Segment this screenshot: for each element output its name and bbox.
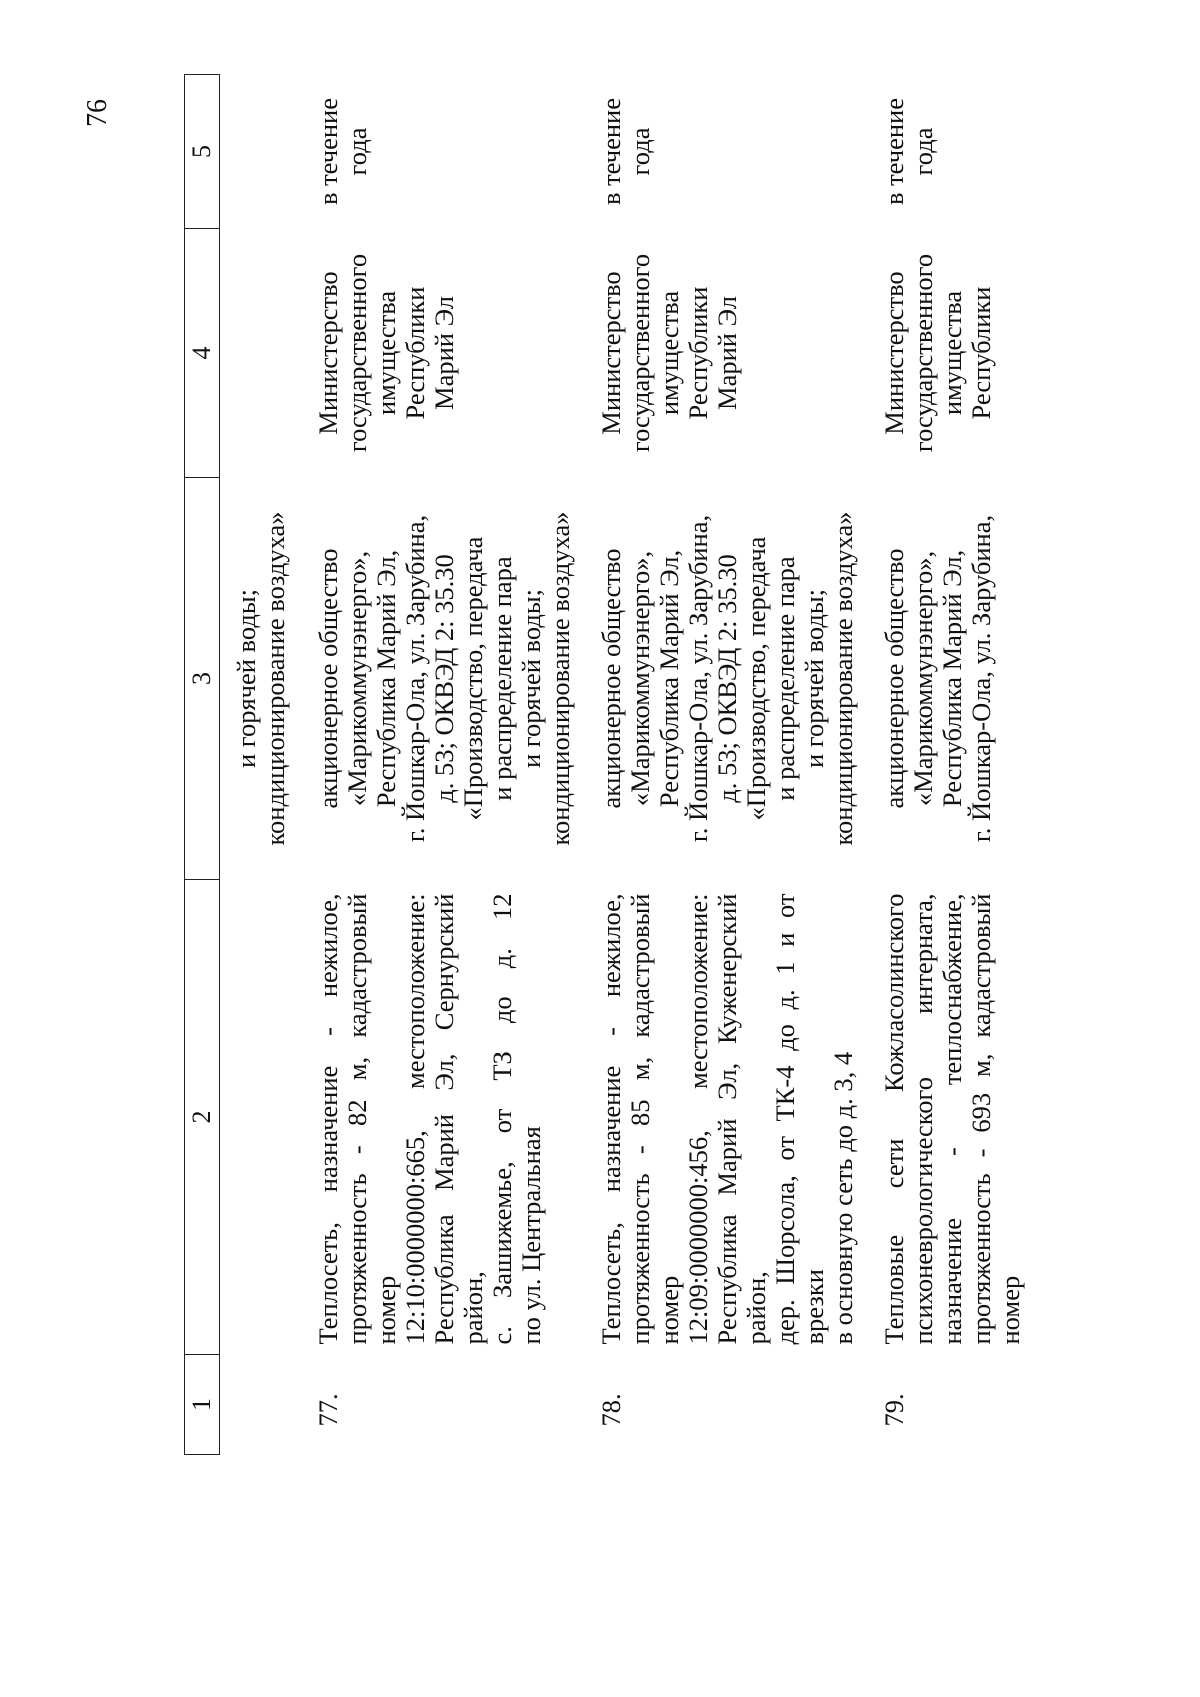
page-number: 76 xyxy=(82,99,113,127)
org-line: акционерное общество xyxy=(596,548,626,809)
org-line: д. 53; ОКВЭД 2: 35.30 xyxy=(429,554,459,803)
org-line: кондиционирование воздуха» xyxy=(828,511,858,846)
org-line: Республика Марий Эл, xyxy=(654,549,684,808)
description-line: дер. Шорсола, от ТК-4 до д. 1 и от врезки xyxy=(770,893,829,1345)
description-line: протяженность - 82 м, кадастровый номер xyxy=(342,893,401,1345)
agency-line: Республики xyxy=(400,286,430,420)
org-line: акционерное общество xyxy=(879,548,909,809)
term-line: года xyxy=(908,127,938,176)
term-cell xyxy=(292,75,575,229)
description-line: по ул. Центральная xyxy=(516,1126,546,1345)
continuation-number-cell xyxy=(220,1355,293,1455)
property-table xyxy=(184,74,1025,1455)
org-line: и горячей воды; xyxy=(799,588,829,769)
term-cell xyxy=(858,75,1025,229)
object-description xyxy=(575,880,858,1355)
term-line: в течение xyxy=(596,97,626,206)
column-header-3: 3 xyxy=(185,478,220,880)
org-line: «Марикоммунэнерго», xyxy=(625,550,655,807)
row-number: 77. xyxy=(313,1393,343,1427)
agency-cell xyxy=(292,229,575,478)
continuation-term-cell xyxy=(220,75,293,229)
org-line: г. Йошкар-Ола, ул. Зарубина, xyxy=(966,514,996,843)
org-line: «Производство, передача xyxy=(741,536,771,821)
agency-cell xyxy=(858,229,1025,478)
object-description xyxy=(858,880,1025,1355)
agency-line: имущества xyxy=(937,290,967,416)
org-line: «Производство, передача xyxy=(458,536,488,821)
continuation-description-cell xyxy=(220,880,293,1355)
description-line: с. Зашижемье, от ТЗ до д. 12 xyxy=(487,893,517,1345)
table-row xyxy=(575,75,858,1455)
description-line: Республика Марий Эл, Сернурский район, xyxy=(429,893,488,1345)
row-number: 78. xyxy=(596,1393,626,1427)
agency-line: Республики xyxy=(966,286,996,420)
agency-line: Министерство xyxy=(596,271,626,435)
org-line: кондиционирование воздуха» xyxy=(260,511,290,846)
org-line: г. Йошкар-Ола, ул. Зарубина, xyxy=(683,514,713,843)
column-header-1: 1 xyxy=(185,1355,220,1455)
description-line: Теплосеть, назначение - нежилое, xyxy=(596,893,626,1345)
description-line: 12:10:0000000:665, местоположение: xyxy=(400,893,430,1345)
agency-line: имущества xyxy=(371,290,401,416)
organization-cell xyxy=(575,478,858,880)
agency-line: государственного xyxy=(342,253,372,453)
term-cell xyxy=(575,75,858,229)
org-line: акционерное общество xyxy=(313,548,343,809)
continuation-org-cell xyxy=(220,478,293,880)
term-line: в течение xyxy=(879,97,909,206)
table-row xyxy=(858,75,1025,1455)
org-line: кондиционирование воздуха» xyxy=(545,511,575,846)
organization-cell xyxy=(292,478,575,880)
description-line: назначение - теплоснабжение, xyxy=(937,893,967,1345)
agency-line: Республики xyxy=(683,286,713,420)
term-line: года xyxy=(342,127,372,176)
description-line: Республика Марий Эл, Куженерский район, xyxy=(712,893,771,1345)
description-line: 12:09:0000000:456, местоположение: xyxy=(683,893,713,1345)
agency-line: Марий Эл xyxy=(712,296,742,410)
agency-line: Министерство xyxy=(313,271,343,435)
organization-cell xyxy=(858,478,1025,880)
agency-line: Министерство xyxy=(879,271,909,435)
column-header-2: 2 xyxy=(185,880,220,1355)
table-row xyxy=(292,75,575,1455)
table-header-row xyxy=(185,75,220,1455)
agency-line: государственного xyxy=(625,253,655,453)
description-line: Тепловые сети Кожласолинского xyxy=(879,893,909,1345)
org-line: Республика Марий Эл, xyxy=(937,549,967,808)
agency-line: государственного xyxy=(908,253,938,453)
property-table-container xyxy=(184,75,1025,1455)
continuation-row xyxy=(220,75,293,1455)
org-line: «Марикоммунэнерго», xyxy=(908,550,938,807)
continuation-agency-cell xyxy=(220,229,293,478)
agency-line: имущества xyxy=(654,290,684,416)
org-line: и распределение пара xyxy=(487,556,517,801)
org-line: «Марикоммунэнерго», xyxy=(342,550,372,807)
term-line: года xyxy=(625,127,655,176)
org-line: и распределение пара xyxy=(770,556,800,801)
column-header-4: 4 xyxy=(185,229,220,478)
column-header-5: 5 xyxy=(185,75,220,229)
description-line: протяженность - 85 м, кадастровый номер xyxy=(625,893,684,1345)
row-number: 79. xyxy=(879,1393,909,1427)
object-description xyxy=(292,880,575,1355)
agency-line: Марий Эл xyxy=(429,296,459,410)
org-line: Республика Марий Эл, xyxy=(371,549,401,808)
org-line: д. 53; ОКВЭД 2: 35.30 xyxy=(712,554,742,803)
description-line: психоневрологического интерната, xyxy=(908,893,938,1345)
agency-cell xyxy=(575,229,858,478)
description-line: в основную сеть до д. 3, 4 xyxy=(828,1051,858,1345)
org-line: и горячей воды; xyxy=(231,588,261,769)
description-line: Теплосеть, назначение - нежилое, xyxy=(313,893,343,1345)
term-line: в течение xyxy=(313,97,343,206)
org-line: г. Йошкар-Ола, ул. Зарубина, xyxy=(400,514,430,843)
description-line: протяженность - 693 м, кадастровый номер xyxy=(966,893,1025,1345)
org-line: и горячей воды; xyxy=(516,588,546,769)
